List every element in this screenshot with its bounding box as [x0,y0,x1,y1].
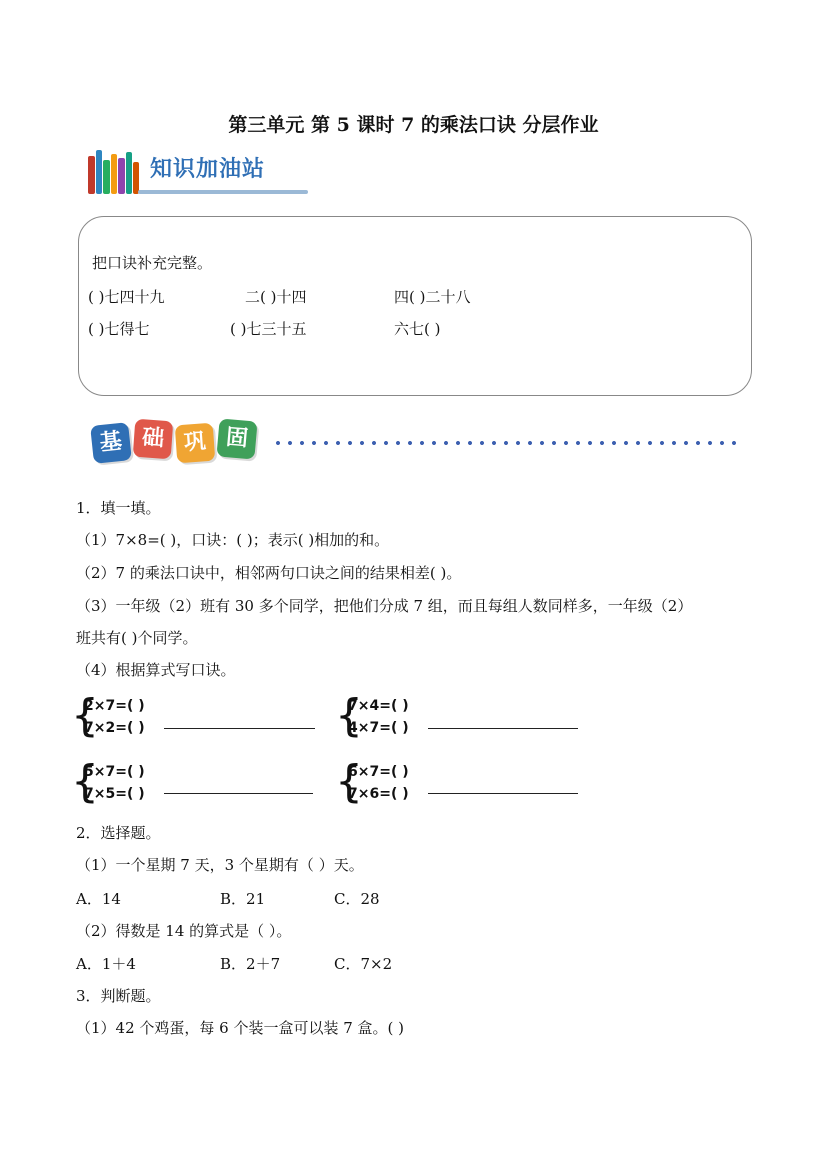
q2-part2-option-c: C．7×2 [334,955,393,973]
brace: { [335,756,363,807]
equation: 7×4=( ) [348,698,409,714]
banner-underline [138,190,308,194]
q2-part1-option-b: B．21 [220,890,266,908]
q3-part1: （1）42 个鸡蛋，每 6 个装一盒可以装 7 盒。( ) [76,1019,405,1037]
brace: { [335,690,363,741]
knowledge-blank-6: 六七( ) [394,320,441,338]
brace: { [71,690,99,741]
q2-part2-option-b: B．2＋7 [220,955,281,973]
equation: 2×7=( ) [84,698,145,714]
q1-part3-line1: （3）一年级（2）班有 30 多个同学，把他们分成 7 组，而且每组人数同样多，一年级（2） [76,597,693,615]
q1-part1: （1）7×8=( )，口诀：( )；表示( )相加的和。 [76,531,390,549]
answer-line [428,793,578,794]
q2-part1-option-c: C．28 [334,890,380,908]
q2-part2: （2）得数是 14 的算式是（ ）。 [76,922,292,940]
q1-part4: （4）根据算式写口诀。 [76,661,236,679]
banner-tile-3: 巩 [175,423,216,464]
page-title: 第三单元 第 5 课时 7 的乘法口诀 分层作业 [228,114,599,136]
knowledge-blank-3: 四( )二十八 [394,288,471,306]
q1-part2: （2）7 的乘法口诀中，相邻两句口诀之间的结果相差( )。 [76,564,462,582]
q2-part1-option-a: A．14 [76,890,121,908]
books-icon [88,150,140,194]
q1-part3-line2: 班共有( )个同学。 [76,629,198,647]
q2-heading: 2．选择题。 [76,824,161,842]
knowledge-blank-4: ( )七得七 [88,320,150,338]
equation: 4×7=( ) [348,720,409,736]
q3-heading: 3．判断题。 [76,987,161,1005]
banner-tile-2: 础 [133,419,174,460]
banner-knowledge-title: 知识加油站 [150,157,266,182]
knowledge-instruction: 把口诀补充完整。 [92,254,213,272]
q2-part1: （1）一个星期 7 天，3 个星期有（ ）天。 [76,856,364,874]
dotted-divider [272,439,742,447]
equation: 5×7=( ) [84,764,145,780]
equation: 7×2=( ) [84,720,145,736]
answer-line [164,793,313,794]
equation: 6×7=( ) [348,764,409,780]
equation: 7×5=( ) [84,786,145,802]
knowledge-blank-5: ( )七三十五 [230,320,307,338]
answer-line [428,728,578,729]
knowledge-blank-2: 二( )十四 [245,288,307,306]
answer-line [164,728,315,729]
knowledge-blank-1: ( )七四十九 [88,288,165,306]
equation: 7×6=( ) [348,786,409,802]
banner-tile-1: 基 [90,422,132,464]
brace: { [71,756,99,807]
q1-heading: 1．填一填。 [76,499,161,517]
q2-part2-option-a: A．1＋4 [76,955,136,973]
banner-tile-4: 固 [216,418,257,459]
